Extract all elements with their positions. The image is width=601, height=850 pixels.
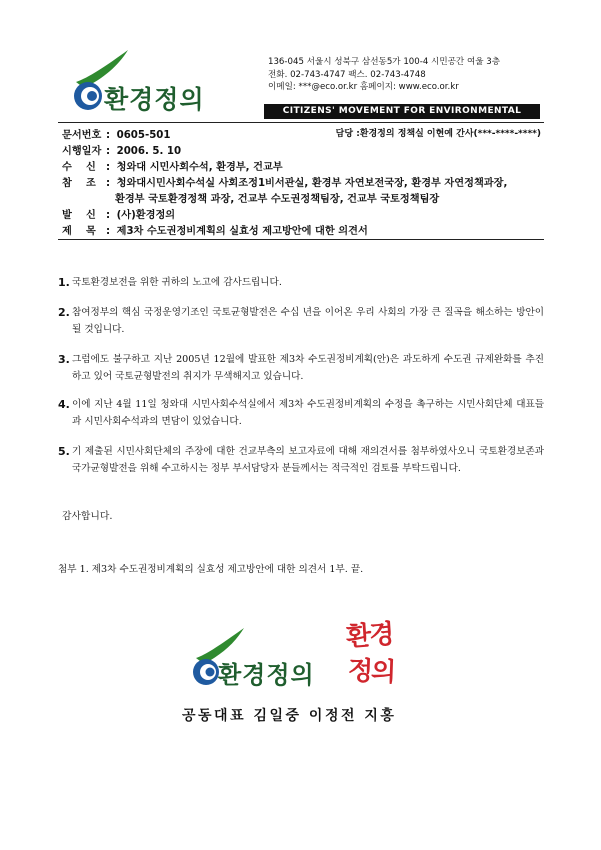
reference-row: 참 조 : 청와대시민사회수석실 사회조정1비서관실, 환경부 자연보전국장, 환경부 자연정책과장,	[62, 174, 507, 189]
reference-row-cont	[115, 190, 439, 205]
recipient-row: 수 신 : 청와대 시민사회수석, 환경부, 건교부	[62, 158, 283, 173]
red-seal-stamp	[344, 613, 414, 691]
subject-value: 제3차 수도권정비계획의 실효성 제고방안에 대한 의견서	[116, 226, 368, 237]
paragraph-text: 이에 지난 4월 11일 청와대 시민사회수석실에서 제3차 수도권정비계획의 수정을 촉구하는 시민사회단체 대표들과 시민사회수석과의 면담이 있었습니다.	[72, 399, 544, 427]
reference-label: 참 조	[62, 178, 96, 189]
paragraph-5	[58, 443, 546, 477]
subject-row: 제 목 : 제3차 수도권정비계획의 실효성 제고방안에 대한 의견서	[62, 222, 368, 237]
sender-label: 발 신	[62, 210, 96, 221]
header-divider	[58, 122, 544, 123]
reference-value-line1: 청와대시민사회수석실 사회조정1비서관실, 환경부 자연보전국장, 환경부 자연정책과장,	[116, 178, 508, 189]
web-line: 이메일: ***@eco.or.kr 홈페이지: www.eco.or.kr	[268, 82, 459, 92]
paragraph-number: 5.	[58, 445, 70, 458]
date-row: 시행일자 : 2006. 5. 10	[62, 142, 181, 157]
doc-number-row: 문서번호 : 0605-501	[62, 126, 170, 141]
address-line: 136-045 서울시 성북구 삼선동5가 100-4 시민공간 여울 3층	[268, 57, 501, 67]
org-logo-bottom	[188, 626, 348, 692]
paragraph-1	[58, 274, 546, 292]
date-label: 시행일자	[62, 146, 102, 157]
attachment-note: 첨부 1. 제3차 수도권정비계획의 실효성 제고방안에 대한 의견서 1부. 끝.	[58, 564, 364, 575]
paragraph-number: 1.	[58, 276, 70, 289]
paragraph-2	[58, 304, 546, 338]
paragraph-text: 국토환경보전을 위한 귀하의 노고에 감사드립니다.	[72, 277, 282, 288]
doc-number-label: 문서번호	[62, 130, 102, 141]
date-value: 2006. 5. 10	[116, 146, 182, 157]
org-name: 환경정의	[104, 85, 205, 114]
paragraph-3	[58, 351, 546, 385]
paragraph-4	[58, 396, 546, 430]
meta-divider	[58, 239, 544, 240]
charge-person: 담당 :환경정의 정책실 이현예 간사(***-****-****)	[335, 129, 541, 139]
recipient-label: 수 신	[62, 162, 96, 173]
paragraph-text: 기 제출된 시민사회단체의 주장에 대한 건교부측의 보고자료에 대해 재의견서를 첨부하였사오니 국토환경보존과 국가균형발전을 위해 수고하시는 정부 부서담당자 분들께서는 적극적인 검토를 부탁드립니다.	[72, 446, 544, 474]
representatives: 공동대표 김일중 이정전 지홍	[182, 708, 397, 724]
seal-text-bottom: 정의	[347, 656, 395, 688]
doc-number: 0605-501	[116, 130, 171, 141]
org-banner: CITIZENS' MOVEMENT FOR ENVIRONMENTAL JUSTICE	[264, 104, 540, 119]
sender-value: (사)환경정의	[116, 210, 176, 221]
seal-text-top: 환경	[345, 619, 394, 653]
reference-value-line2: 환경부 국토환경정책 과장, 건교부 수도권정책팀장, 건교부 국토정책팀장	[115, 194, 440, 205]
contact-line: 전화. 02-743-4747 팩스. 02-743-4748	[268, 69, 426, 80]
paragraph-text: 참여정부의 핵심 국정운영기조인 국토균형발전은 수십 년을 이어온 우리 사회의 가장 큰 질곡을 해소하는 방안이 될 것입니다.	[72, 307, 544, 335]
paragraph-number: 4.	[58, 398, 70, 411]
recipient-value: 청와대 시민사회수석, 환경부, 건교부	[116, 162, 283, 173]
org-logo-top	[66, 48, 236, 114]
sender-row: 발 신 : (사)환경정의	[62, 206, 175, 221]
subject-label: 제 목	[62, 226, 96, 237]
paragraph-number: 2.	[58, 306, 70, 319]
address-block	[268, 56, 500, 94]
org-name: 환경정의	[218, 661, 315, 689]
paragraph-text: 그럼에도 불구하고 지난 2005년 12월에 발표한 제3차 수도권정비계획(안)은 과도하게 수도권 규제완화를 추진하고 있어 국토균형발전의 취지가 무색해지고 있습니다.	[72, 354, 544, 382]
paragraph-number: 3.	[58, 353, 70, 366]
closing-thanks: 감사합니다.	[62, 511, 113, 522]
